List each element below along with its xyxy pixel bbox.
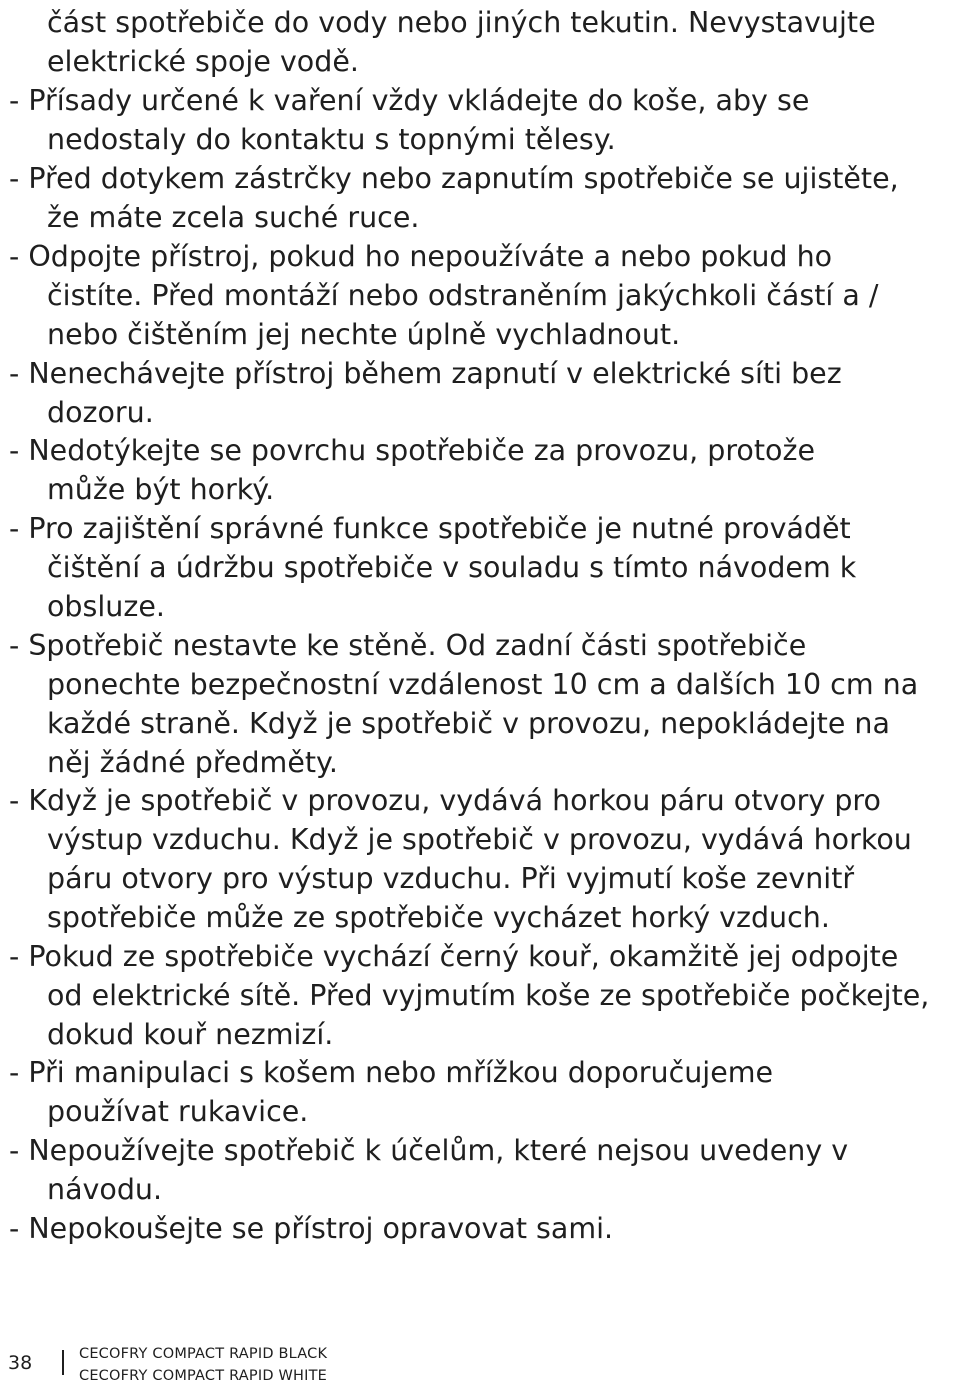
text-line: dokud kouř nezmizí. — [47, 1018, 334, 1051]
footer-model-white: CECOFRY COMPACT RAPID WHITE — [79, 1368, 328, 1384]
list-item: - Pro zajištění správné funkce spotřebiče je nutné provádět — [9, 512, 851, 545]
list-item: - Spotřebič nestavte ke stěně. Od zadní části spotřebiče — [9, 629, 807, 662]
list-item: - Pokud ze spotřebiče vychází černý kouř, okamžitě jej odpojte — [9, 940, 899, 973]
list-item: - Odpojte přístroj, pokud ho nepoužíváte a nebo pokud ho — [9, 240, 833, 273]
list-item: - Před dotykem zástrčky nebo zapnutím spotřebiče se ujistěte, — [9, 162, 899, 195]
text-line: čištění a údržbu spotřebiče v souladu s tímto návodem k — [47, 551, 857, 584]
text-line: že máte zcela suché ruce. — [47, 201, 420, 234]
text-line: každé straně. Když je spotřebič v provozu, nepokládejte na — [47, 707, 890, 740]
text-line: obsluze. — [47, 590, 165, 623]
list-item: - Přísady určené k vaření vždy vkládejte do koše, aby se — [9, 84, 810, 117]
text-line: dozoru. — [47, 396, 154, 429]
text-line: elektrické spoje vodě. — [47, 45, 359, 78]
list-item: - Nedotýkejte se povrchu spotřebiče za provozu, protože — [9, 434, 815, 467]
page-number: 38 — [8, 1352, 33, 1374]
list-item: - Nepoužívejte spotřebič k účelům, které nejsou uvedeny v — [9, 1134, 849, 1167]
text-line: výstup vzduchu. Když je spotřebič v provozu, vydává horkou — [47, 823, 912, 856]
list-item: - Nepokoušejte se přístroj opravovat sami. — [9, 1212, 614, 1245]
text-line: ponechte bezpečnostní vzdálenost 10 cm a dalších 10 cm na — [47, 668, 919, 701]
text-line: od elektrické sítě. Před vyjmutím koše ze spotřebiče počkejte, — [47, 979, 930, 1012]
text-line: návodu. — [47, 1173, 163, 1206]
text-line: čistíte. Před montáží nebo odstraněním jakýchkoli částí a / — [47, 279, 879, 312]
text-line: nebo čištěním jej nechte úplně vychladnout. — [47, 318, 681, 351]
list-item: - Při manipulaci s košem nebo mřížkou doporučujeme — [9, 1056, 774, 1089]
list-item: - Když je spotřebič v provozu, vydává horkou páru otvory pro — [9, 784, 881, 817]
text-line: nedostaly do kontaktu s topnými tělesy. — [47, 123, 616, 156]
footer-model-black: CECOFRY COMPACT RAPID BLACK — [79, 1346, 328, 1362]
text-line: používat rukavice. — [47, 1095, 309, 1128]
text-line: páru otvory pro výstup vzduchu. Při vyjmutí koše zevnitř — [47, 862, 855, 895]
text-line: může být horký. — [47, 473, 275, 506]
text-line: něj žádné předměty. — [47, 746, 338, 779]
text-line: část spotřebiče do vody nebo jiných tekutin. Nevystavujte — [47, 6, 876, 39]
list-item: - Nenechávejte přístroj během zapnutí v elektrické síti bez — [9, 357, 842, 390]
footer-divider — [62, 1350, 64, 1375]
text-line: spotřebiče může ze spotřebiče vycházet horký vzduch. — [47, 901, 830, 934]
